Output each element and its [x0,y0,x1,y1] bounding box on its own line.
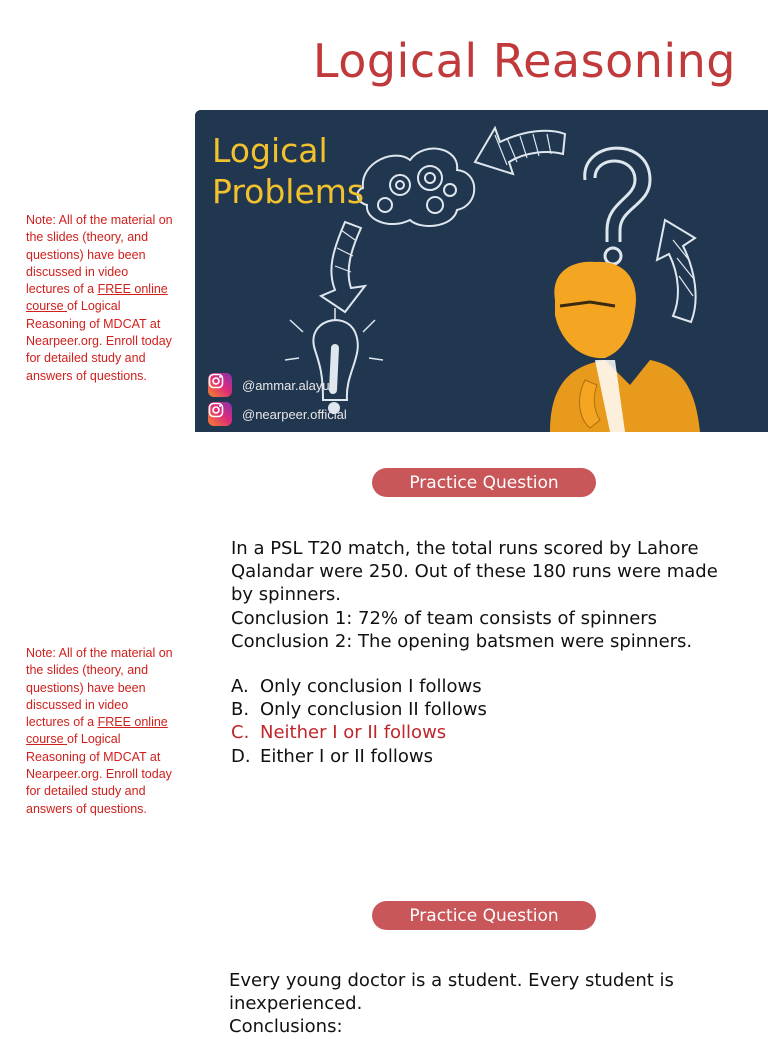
option-text: Either I or II follows [260,745,434,767]
banner-title [212,130,364,212]
question-2 [229,969,749,1039]
social-instagram-1[interactable] [208,373,337,397]
question-1 [231,537,731,653]
option-letter: B. [231,699,250,721]
question-line: In a PSL T20 match, the total runs scored by Lahore [231,538,699,559]
option-text: Only conclusion II follows [260,699,487,721]
question-line: Every young doctor is a student. Every student is [229,970,674,991]
conclusion-1: Conclusion 1: 72% of team consists of spinners [231,607,658,629]
note-text-2 [26,645,174,818]
free-course-link[interactable]: FREE online course [26,282,168,314]
note-part1: Note: All of the material on the slides (theory, and questions) have been discussed in video lectures of a [26,213,173,297]
banner-title-line2: Problems [212,172,365,211]
conclusions-heading: Conclusions: [229,1016,343,1038]
practice-question-badge: Practice Question [372,468,596,497]
note-text [26,212,174,385]
social-instagram-2[interactable] [208,402,347,426]
question-line: Qalandar were 250. Out of these 180 runs were made [231,561,718,583]
instagram-icon [208,402,232,426]
option-b [231,698,487,721]
banner-title-line1: Logical [212,131,328,170]
social-handle: @nearpeer.official [242,406,347,422]
option-text: Only conclusion I follows [260,676,482,697]
option-letter: A. [231,676,249,697]
practice-question-badge-2: Practice Question [372,901,596,930]
option-d [231,745,487,768]
note-part2: of Logical Reasoning of MDCAT at Nearpeer.org. Enroll today for detailed study and answers of questions. [26,299,172,383]
free-course-link[interactable]: FREE online course [26,715,168,747]
option-c-correct [231,721,487,744]
banner-image [195,110,768,432]
option-letter: C. [231,722,250,744]
note-part1: Note: All of the material on the slides (theory, and questions) have been discussed in video lectures of a [26,646,173,730]
question-1-options [231,675,487,768]
option-letter: D. [231,745,251,767]
conclusion-2: Conclusion 2: The opening batsmen were spinners. [231,630,693,652]
note-part2: of Logical Reasoning of MDCAT at Nearpeer.org. Enroll today for detailed study and answers of questions. [26,732,172,816]
question-line: inexperienced. [229,993,363,1015]
social-handle: @ammar.alayub [242,377,337,393]
option-a [231,675,487,698]
instagram-icon [208,373,232,397]
page-title: Logical Reasoning [312,34,736,88]
option-text: Neither I or II follows [260,722,447,744]
question-line: by spinners. [231,584,341,606]
